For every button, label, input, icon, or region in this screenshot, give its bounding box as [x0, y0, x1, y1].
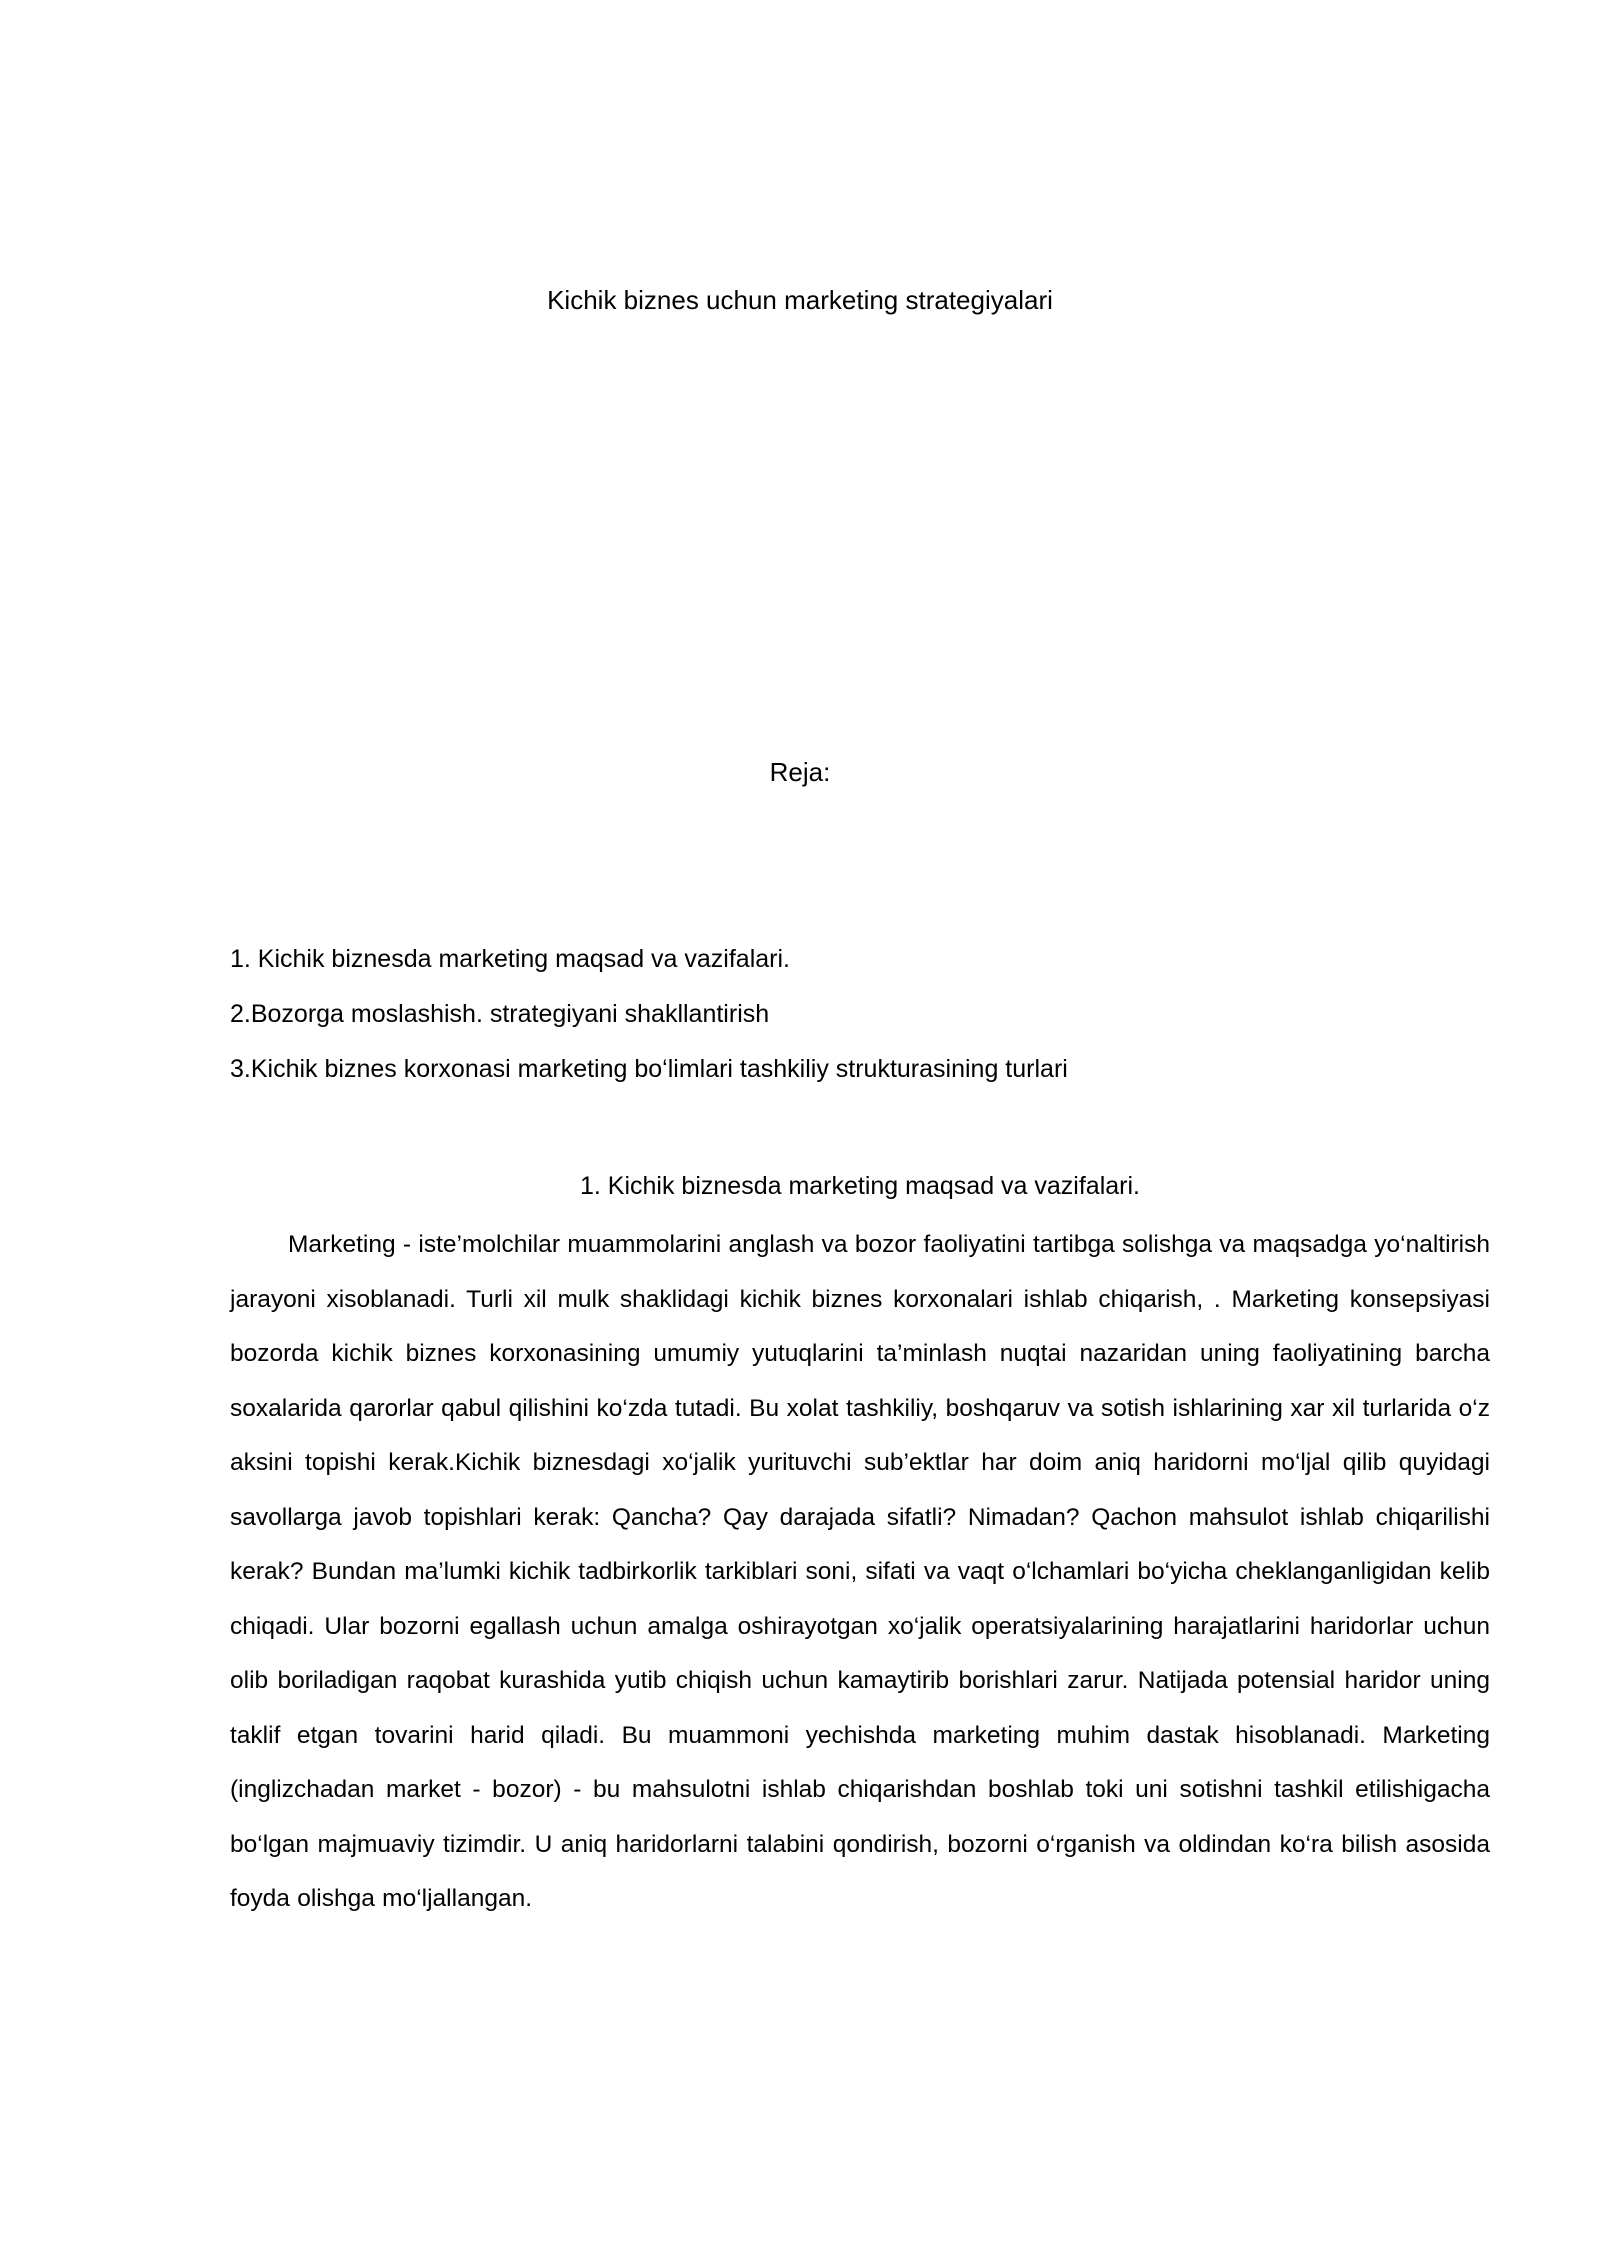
- plan-list: [230, 932, 1490, 1097]
- plan-item: 1. Kichik biznesda marketing maqsad va vazifalari.: [230, 945, 790, 973]
- section-heading: 1. Kichik biznesda marketing maqsad va vazifalari.: [580, 1172, 1140, 1200]
- plan-item: 2.Bozorga moslashish. strategiyani shakllantirish: [230, 1000, 770, 1028]
- plan-item: 3.Kichik biznes korxonasi marketing bo‘limlari tashkiliy strukturasining turlari: [230, 1055, 1068, 1083]
- body-paragraph: Marketing - iste’molchilar muammolarini anglash va bozor faoliyatini tartibga solishga va maqsadga yo‘naltirish jarayoni xisoblanadi. Turli xil mulk shaklidagi kichik biznes korxonalari ishlab chiqarish, . Marketing konsepsiyasi bozorda kichik biznes korxonasining umumiy yutuqlarini ta’minlash nuqtai nazaridan uning faoliyatining barcha soxalarida qarorlar qabul qilishini ko‘zda tutadi. Bu xolat tashkiliy, boshqaruv va sotish ishlarining xar xil turlarida o‘z aksini topishi kerak.Kichik biznesdagi xo‘jalik yurituvchi sub’ektlar har doim aniq haridorni mo‘ljal qilib quyidagi savollarga javob topishlari kerak: Qancha? Qay darajada sifatli? Nimadan? Qachon mahsulot ishlab chiqarilishi kerak? Bundan ma’lumki kichik tadbirkorlik tarkiblari soni, sifati va vaqt o‘lchamlari bo‘yicha cheklanganligidan kelib chiqadi. Ular bozorni egallash uchun amalga oshirayotgan xo‘jalik operatsiyalarining harajatlarini haridorlar uchun olib boriladigan raqobat kurashida yutib chiqish uchun kamaytirib borishlari zarur. Natijada potensial haridor uning taklif etgan tovarini harid qiladi. Bu muammoni yechishda marketing muhim dastak hisoblanadi. Marketing (inglizchadan market - bozor) - bu mahsulotni ishlab chiqarishdan boshlab toki uni sotishni tashkil etilishigacha bo‘lgan majmuaviy tizimdir. U aniq haridorlarni talabini qondirish, bozorni o‘rganish va oldindan ko‘ra bilish asosida foyda olishga mo‘ljallangan.: [230, 1231, 1490, 1912]
- plan-heading: Reja:: [769, 757, 831, 787]
- document-title: Kichik biznes uchun marketing strategiyalari: [547, 285, 1053, 315]
